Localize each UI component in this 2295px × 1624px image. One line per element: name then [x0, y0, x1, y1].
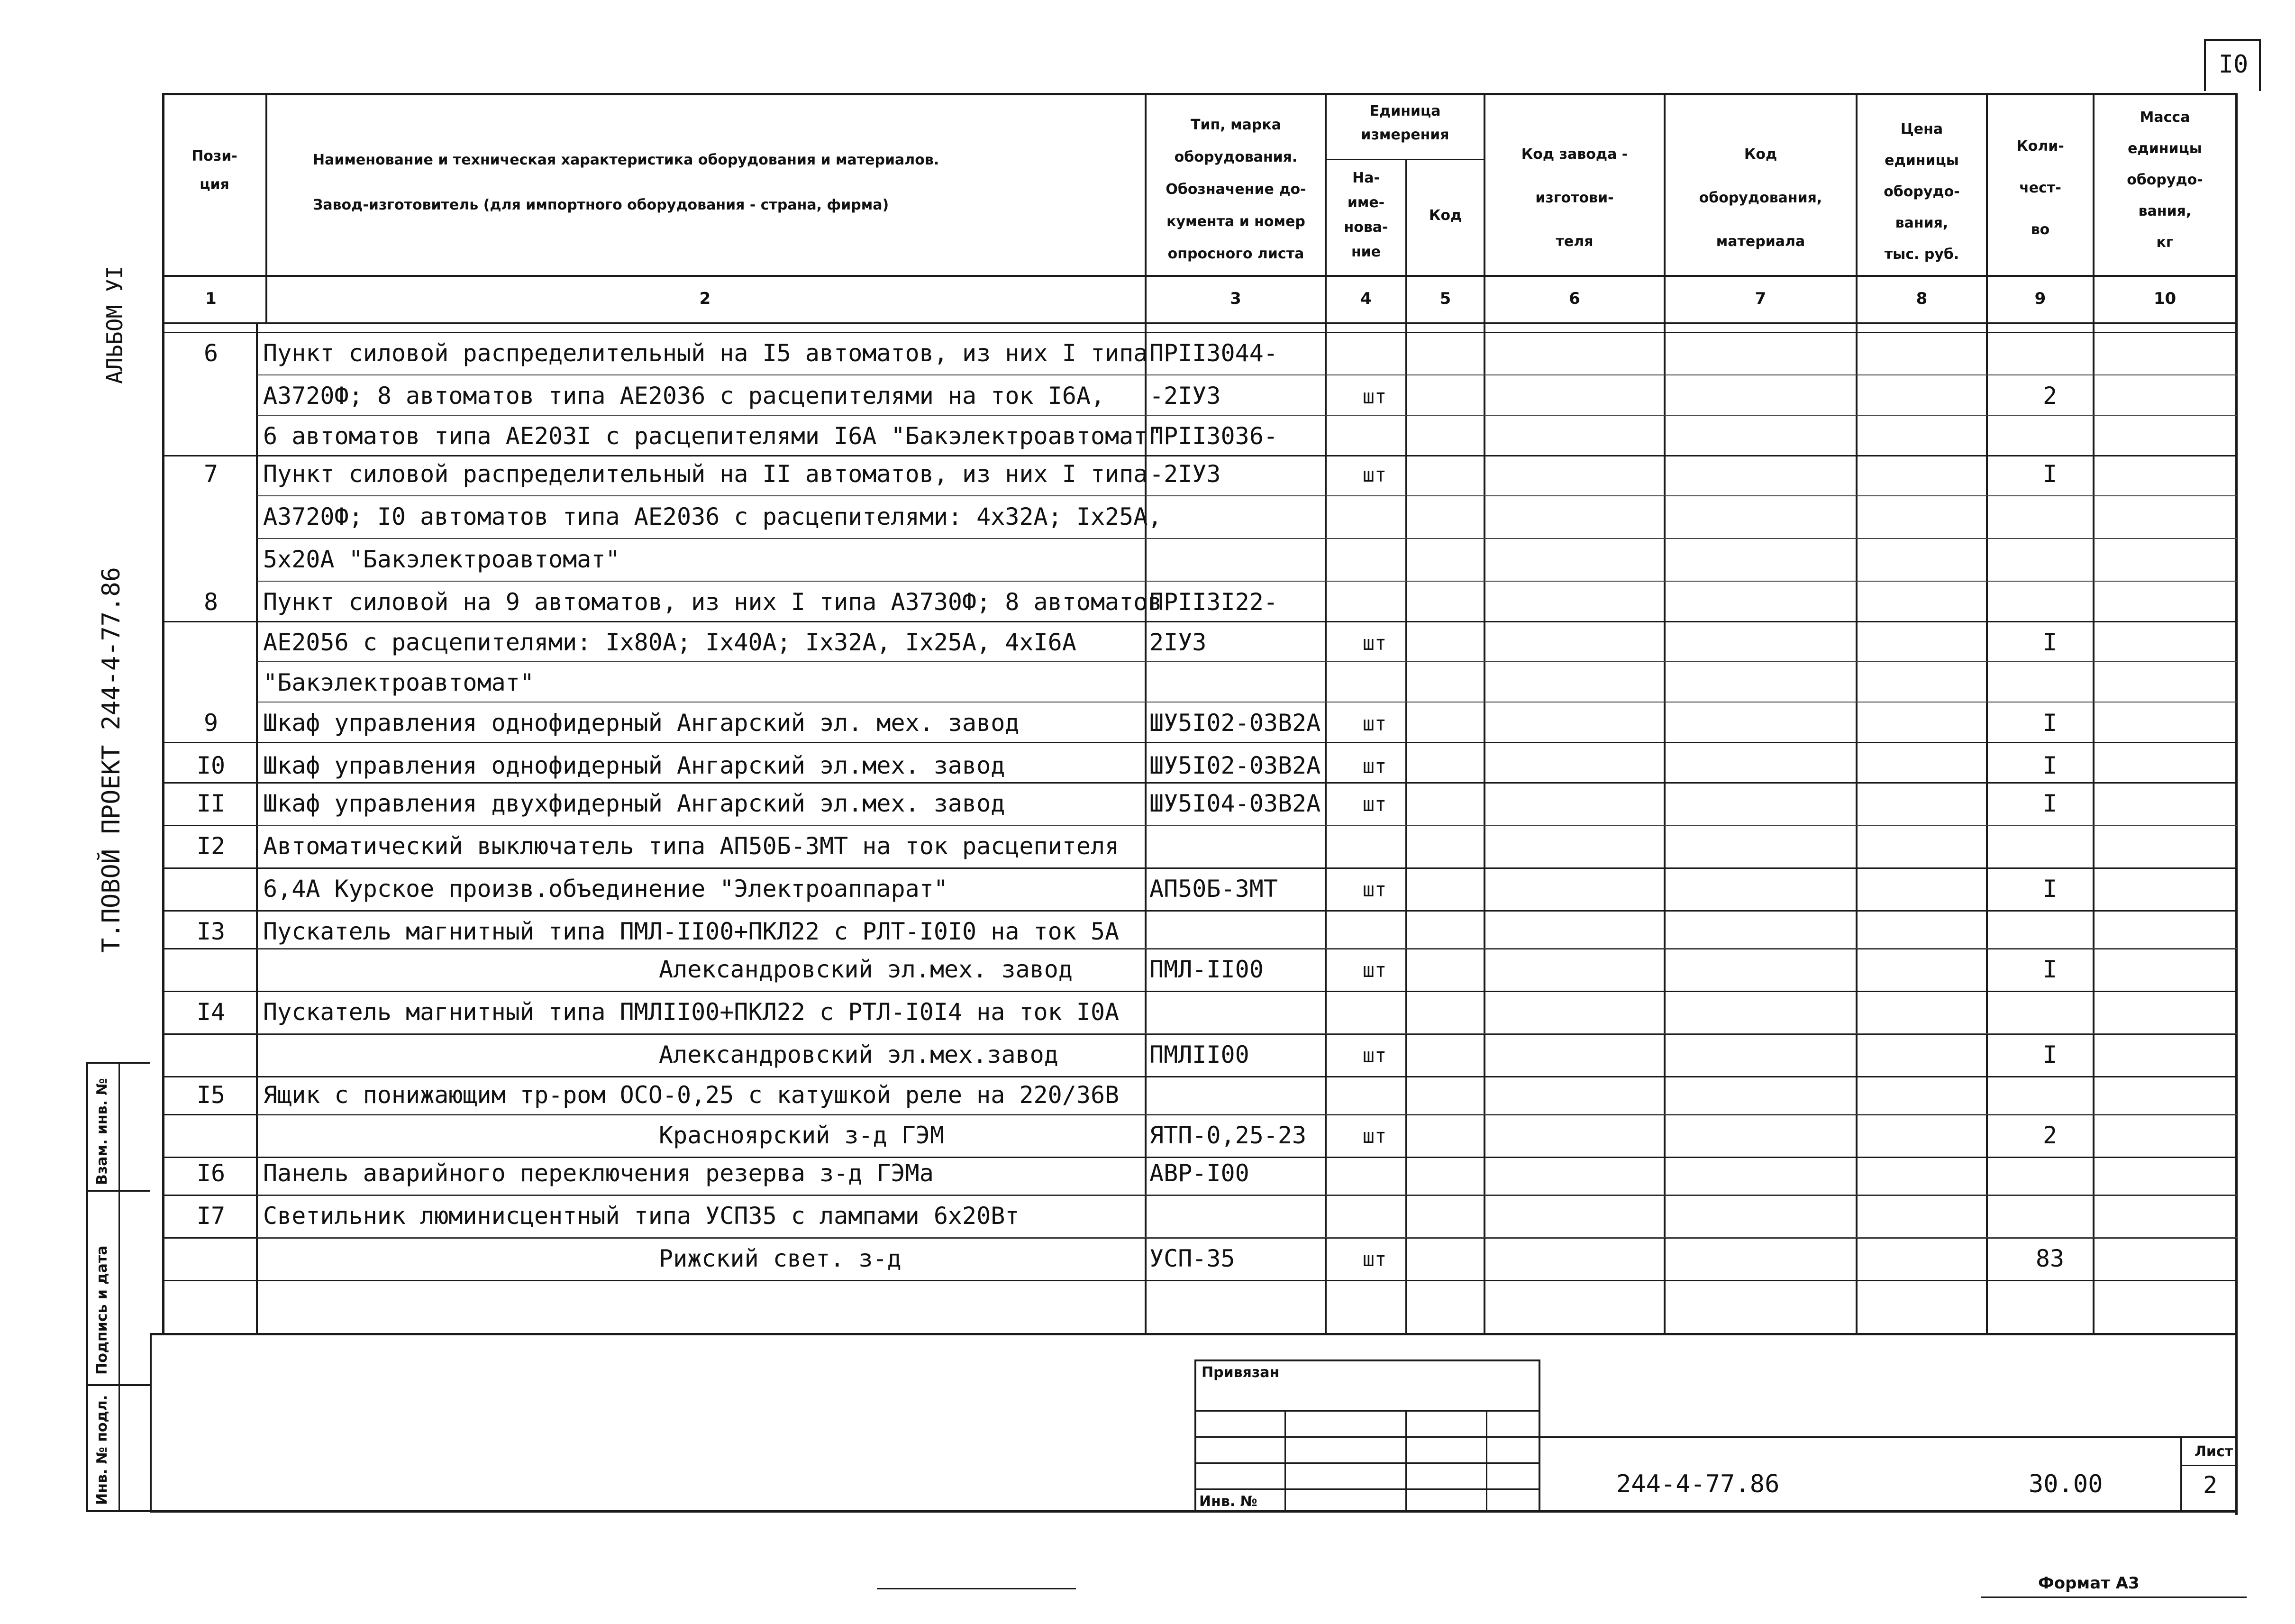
row-position: 7	[203, 460, 219, 488]
row-divider	[162, 332, 2237, 333]
row-quantity: I	[2042, 752, 2058, 779]
row-subdivider	[257, 581, 2237, 582]
row-position: I7	[196, 1202, 226, 1230]
row-subdivider	[257, 661, 2237, 662]
stamp-linked: Привязан	[1202, 1364, 1280, 1381]
col-number: 3	[1230, 289, 1241, 308]
header-equipment-code: Код оборудования, материала	[1699, 146, 1822, 250]
row-quantity: I	[2042, 1041, 2058, 1068]
col-number: 8	[1916, 289, 1928, 308]
row-name: Пункт силовой распределительный на I5 автоматов, из них I типа	[263, 339, 1148, 367]
row-type: ПМЛ-II00	[1149, 956, 1264, 983]
album-label: АЛЬБОМ УI	[102, 265, 128, 384]
row-divider	[162, 1333, 2237, 1334]
row-subdivider	[257, 825, 2237, 826]
header-price: Цена единицы оборудо- вания, тыс. руб.	[1884, 121, 1960, 263]
row-type: АП50Б-3МТ	[1149, 875, 1278, 903]
row-name: 6 автоматов типа АЕ203I с расцепителями I6А "Бакэлектроавтомат"	[263, 422, 1162, 450]
row-name: Пускатель магнитный типа ПМЛ-II00+ПКЛ22 с РЛТ-I0I0 на ток 5А	[263, 918, 1120, 945]
col-number: 9	[2034, 289, 2046, 308]
col-number: 1	[205, 289, 217, 308]
row-divider	[162, 742, 2237, 743]
row-quantity: 83	[2035, 1245, 2065, 1272]
row-type: -2IУ3	[1149, 382, 1221, 410]
stamp-inv: Инв. №	[1199, 1493, 1257, 1510]
row-position: I5	[196, 1081, 226, 1109]
row-type: ПРII3I22-	[1149, 588, 1278, 616]
header-unit-code: Код	[1429, 207, 1462, 224]
row-position: 6	[203, 339, 219, 367]
row-unit: шт	[1362, 463, 1387, 486]
row-type: УСП-35	[1149, 1245, 1235, 1272]
row-position: I4	[196, 998, 226, 1026]
sheet-label: Лист	[2195, 1443, 2233, 1460]
row-name: Пункт силовой на 9 автоматов, из них I типа А3730Ф; 8 автоматов	[263, 588, 1162, 616]
row-subdivider	[257, 538, 2237, 539]
row-divider	[162, 991, 2237, 992]
row-subdivider	[257, 415, 2237, 416]
section-code: 30.00	[2029, 1470, 2103, 1498]
row-unit: шт	[1362, 385, 1387, 408]
row-quantity: I	[2042, 709, 2058, 737]
row-type: АВР-I00	[1149, 1159, 1249, 1187]
row-type: ПРII3044-	[1149, 339, 1278, 367]
row-name: 6,4А Курское произв.объединение "Электроаппарат"	[263, 875, 948, 903]
row-name: Красноярский з-д ГЭМ	[659, 1122, 945, 1149]
row-type: ПРII3036-	[1149, 422, 1278, 450]
sheet-number-top: I0	[2218, 50, 2249, 79]
row-position: I3	[196, 918, 226, 945]
stamp-field-replace-inv: Взам. инв. №	[94, 1078, 110, 1185]
row-unit: шт	[1362, 878, 1387, 901]
row-divider	[162, 1076, 2237, 1077]
row-unit: шт	[1362, 1248, 1387, 1271]
row-position: I0	[196, 752, 226, 779]
row-type: -2IУ3	[1149, 460, 1221, 488]
row-divider	[162, 455, 2237, 456]
col-number: 4	[1360, 289, 1372, 308]
row-type: ШУ5I02-03В2А	[1149, 709, 1321, 737]
row-divider	[162, 1280, 2237, 1281]
row-subdivider	[257, 948, 2237, 949]
row-quantity: I	[2042, 956, 2058, 983]
row-name: Пункт силовой распределительный на II автоматов, из них I типа	[263, 460, 1148, 488]
row-subdivider	[257, 1033, 2237, 1034]
row-name: Панель аварийного переключения резерва з-д ГЭМа	[263, 1159, 934, 1187]
row-unit: шт	[1362, 958, 1387, 982]
row-position: I2	[196, 832, 226, 860]
row-divider	[162, 867, 2237, 869]
row-quantity: I	[2042, 875, 2058, 903]
row-type: ШУ5I02-03В2А	[1149, 752, 1321, 779]
document-code: 244-4-77.86	[1616, 1470, 1780, 1498]
row-name: Светильник люминисцентный типа УСП35 с лампами 6х20Вт	[263, 1202, 1020, 1230]
row-name: Александровский эл.мех.завод	[659, 1041, 1058, 1068]
row-position: 9	[203, 709, 219, 737]
row-type: ПМЛII00	[1149, 1041, 1249, 1068]
table-frame-top	[162, 93, 2237, 95]
row-subdivider	[257, 495, 2237, 496]
row-unit: шт	[1362, 793, 1387, 816]
row-subdivider	[257, 374, 2237, 375]
row-name: Ящик с понижающим тр-ром ОСО-0,25 с катушкой реле на 220/36В	[263, 1081, 1120, 1109]
row-name: Шкаф управления однофидерный Ангарский эл.мех. завод	[263, 752, 1005, 779]
row-type: ШУ5I04-03В2А	[1149, 790, 1321, 817]
header-name: Наименование и техническая характеристика оборудования и материалов. Завод-изготовитель (для импортного оборудования - страна, фирма)	[313, 152, 939, 213]
row-position: II	[196, 790, 226, 817]
header-quantity: Коли- чест- во	[2016, 138, 2064, 238]
row-unit: шт	[1362, 755, 1387, 778]
col-number: 7	[1755, 289, 1767, 308]
format-label: Формат А3	[2038, 1574, 2140, 1593]
row-name: Рижский свет. з-д	[659, 1245, 902, 1272]
header-type: Тип, марка оборудования. Обозначение до- кумента и номер опросного листа	[1166, 117, 1306, 262]
row-subdivider	[257, 1237, 2237, 1238]
row-name: "Бакэлектроавтомат"	[263, 669, 534, 696]
row-position: I6	[196, 1159, 226, 1187]
row-name: Автоматический выключатель типа АП50Б-3МТ на ток расцепителя	[263, 832, 1120, 860]
row-unit: шт	[1362, 1044, 1387, 1067]
row-unit: шт	[1362, 1124, 1387, 1148]
col-number: 6	[1569, 289, 1580, 308]
row-name: Александровский эл.мех. завод	[659, 956, 1073, 983]
col-number: 5	[1439, 289, 1451, 308]
row-type: 2IУ3	[1149, 629, 1207, 656]
row-name: АЕ2056 с расцепителями: Iх80А; Iх40А; Iх32А, Iх25А, 4хI6А	[263, 629, 1076, 656]
row-divider	[162, 910, 2237, 912]
sheet-number: 2	[2203, 1471, 2218, 1499]
header-unit: Единица измерения	[1361, 103, 1449, 143]
row-divider	[162, 782, 2237, 784]
row-type: ЯТП-0,25-23	[1149, 1122, 1307, 1149]
col-number: 10	[2153, 289, 2177, 308]
stamp-field-orig-inv: Инв. № подл.	[94, 1395, 110, 1505]
row-position: 8	[203, 588, 219, 616]
row-name: А3720Ф; 8 автоматов типа АЕ2036 с расцепителями на ток I6А,	[263, 382, 1105, 410]
stamp-field-sign-date: Подпись и дата	[94, 1245, 110, 1375]
row-name: Пускатель магнитный типа ПМЛII00+ПКЛ22 с РТЛ-I0I4 на ток I0А	[263, 998, 1120, 1026]
row-quantity: 2	[2042, 1122, 2058, 1149]
row-quantity: I	[2042, 460, 2058, 488]
row-unit: шт	[1362, 631, 1387, 655]
row-name: Шкаф управления двухфидерный Ангарский эл.мех. завод	[263, 790, 1005, 817]
header-position: Пози- ция	[191, 148, 237, 193]
project-label: Т.ПОВОЙ ПРОЕКТ 244-4-77.86	[97, 567, 126, 953]
row-quantity: 2	[2042, 382, 2058, 410]
row-name: А3720Ф; I0 автоматов типа АЕ2036 с расцепителями: 4х32А; Iх25А,	[263, 503, 1162, 530]
row-quantity: I	[2042, 629, 2058, 656]
row-name: Шкаф управления однофидерный Ангарский эл. мех. завод	[263, 709, 1020, 737]
row-quantity: I	[2042, 790, 2058, 817]
row-subdivider	[257, 1114, 2237, 1115]
row-divider	[162, 621, 2237, 622]
col-number: 2	[699, 289, 711, 308]
row-unit: шт	[1362, 712, 1387, 735]
header-mass: Масса единицы оборудо- вания, кг	[2127, 109, 2203, 251]
row-divider	[162, 1157, 2237, 1158]
header-unit-name: На- име- нова- ние	[1344, 170, 1388, 260]
header-plant-code: Код завода - изготови- теля	[1521, 146, 1628, 250]
row-subdivider	[257, 702, 2237, 703]
row-name: 5х20А "Бакэлектроавтомат"	[263, 546, 620, 573]
